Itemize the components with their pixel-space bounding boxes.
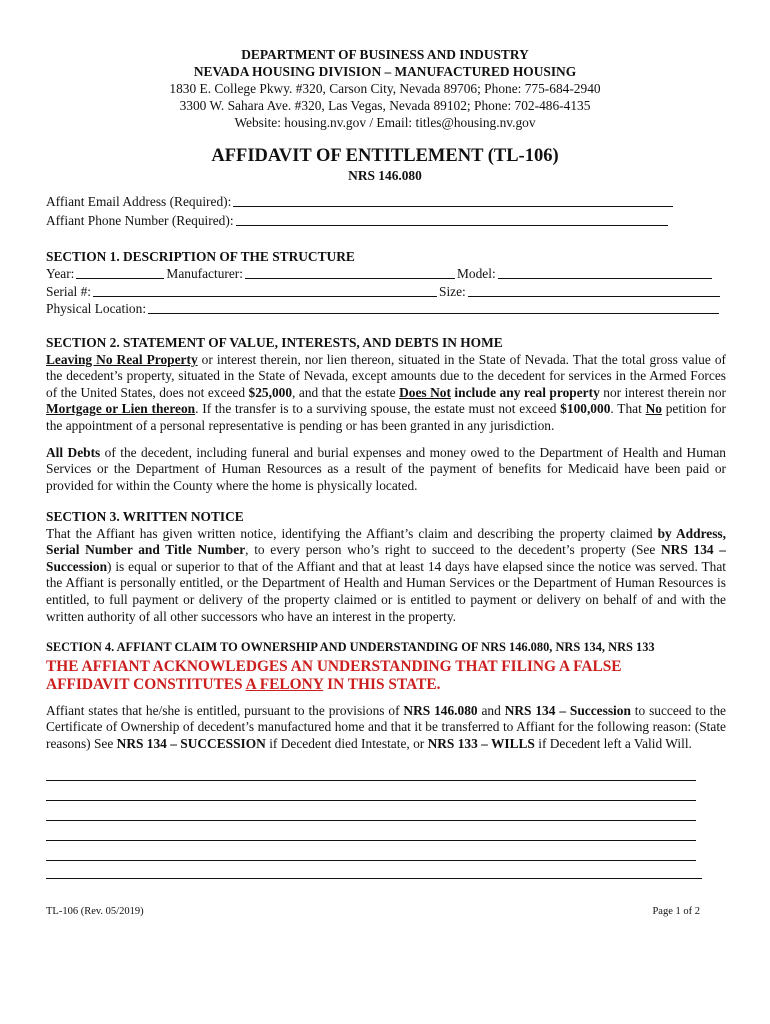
- reason-line-3[interactable]: [46, 820, 696, 821]
- phone-label: Affiant Phone Number (Required):: [46, 213, 234, 228]
- reason-line-5[interactable]: [46, 860, 696, 861]
- reason-line-2[interactable]: [46, 800, 696, 801]
- year-label: Year:: [46, 266, 75, 281]
- section-4: [46, 639, 726, 752]
- felony-warning: THE AFFIANT ACKNOWLEDGES AN UNDERSTANDING THAT FILING A FALSE AFFIDAVIT CONSTITUTES A FELONY IN THIS STATE.: [46, 657, 622, 693]
- phone-input[interactable]: [236, 213, 668, 226]
- section-2-paragraph-1: Leaving No Real Property or interest therein, nor lien thereon, situated in the State of Nevada. That the total gross value of the decedent’s property, situated in the State of Nevada, except amounts due to the decedent for services in the Armed Forces of the United States, does not exceed $25,000, and that the estate Does Not include any real property nor interest therein nor Mortgage or Lien thereon. If the transfer is to a surviving spouse, the estate must not exceed $100,000. That No petition for the appointment of a personal representative is pending or has been granted in any jurisdiction.: [46, 351, 726, 433]
- section-4-heading: SECTION 4. AFFIANT CLAIM TO OWNERSHIP AND UNDERSTANDING OF NRS 146.080, NRS 134, NRS 133: [46, 640, 655, 654]
- email-label: Affiant Email Address (Required):: [46, 194, 232, 209]
- page-number: Page 1 of 2: [652, 906, 700, 917]
- serial-input[interactable]: [93, 284, 437, 297]
- section-1-heading: SECTION 1. DESCRIPTION OF THE STRUCTURE: [46, 249, 355, 264]
- email-input[interactable]: [233, 194, 673, 207]
- structure-row-3: [46, 300, 721, 317]
- reason-line-6[interactable]: [46, 878, 702, 879]
- location-label: Physical Location:: [46, 301, 147, 316]
- structure-row-1: [46, 265, 714, 282]
- structure-row-2: [46, 283, 722, 300]
- model-label: Model:: [457, 266, 496, 281]
- department-name: DEPARTMENT OF BUSINESS AND INDUSTRY: [241, 47, 529, 62]
- form-revision: TL-106 (Rev. 05/2019): [46, 906, 144, 917]
- size-input[interactable]: [468, 284, 720, 297]
- section-2-paragraph-2: All Debts of the decedent, including funeral and burial expenses and money owed to the Department of Health and Human Services or the Department of Human Resources as a result of the payment of benefits for Medicaid have been paid or provided for within the County where the home is physically located.: [46, 444, 726, 493]
- serial-label: Serial #:: [46, 284, 91, 299]
- email-row: [46, 193, 675, 210]
- section-4-paragraph: Affiant states that he/she is entitled, pursuant to the provisions of NRS 146.080 and NRS 134 – Succession to succeed to the Certificate of Ownership of decedent’s manufactured home and that it be transferred to Affiant for the following reason: (State reasons) See NRS 134 – SUCCESSION if Decedent died Intestate, or NRS 133 – WILLS if Decedent left a Valid Will.: [46, 702, 726, 751]
- section-3-heading: SECTION 3. WRITTEN NOTICE: [46, 509, 244, 524]
- agency-header: [0, 46, 770, 131]
- las-vegas-address: 3300 W. Sahara Ave. #320, Las Vegas, Nevada 89102; Phone: 702-486-4135: [179, 98, 591, 113]
- manufacturer-label: Manufacturer:: [166, 266, 243, 281]
- carson-city-address: 1830 E. College Pkwy. #320, Carson City, Nevada 89706; Phone: 775-684-2940: [169, 81, 601, 96]
- size-label: Size:: [439, 284, 466, 299]
- manufacturer-input[interactable]: [245, 266, 455, 279]
- reason-line-1[interactable]: [46, 780, 696, 781]
- section-3-paragraph: That the Affiant has given written notice, identifying the Affiant’s claim and describing the property claimed by Address, Serial Number and Title Number, to every person who’s right to succeed to the decedent’s property (See NRS 134 – Succession) is equal or superior to that of the Affiant and that at least 14 days have elapsed since the notice was served. That the Affiant is personally entitled, or the Department of Health and Human Services or the Department of Human Resources is entitled, to full payment or delivery of the property claimed or is entitled to payment or delivery on behalf of and with the written authority of all other successors who have an interest in the property.: [46, 525, 726, 624]
- form-statute: NRS 146.080: [348, 168, 422, 183]
- phone-row: [46, 212, 670, 229]
- location-input[interactable]: [148, 301, 719, 314]
- reason-line-4[interactable]: [46, 840, 696, 841]
- section-2: [46, 335, 726, 494]
- form-title: AFFIDAVIT OF ENTITLEMENT (TL-106): [211, 146, 559, 166]
- contact-line: Website: housing.nv.gov / Email: titles@housing.nv.gov: [234, 115, 536, 130]
- section-3: [46, 509, 726, 625]
- year-input[interactable]: [76, 266, 164, 279]
- model-input[interactable]: [498, 266, 712, 279]
- division-name: NEVADA HOUSING DIVISION – MANUFACTURED HOUSING: [193, 64, 577, 79]
- section-2-heading: SECTION 2. STATEMENT OF VALUE, INTERESTS, AND DEBTS IN HOME: [46, 335, 503, 350]
